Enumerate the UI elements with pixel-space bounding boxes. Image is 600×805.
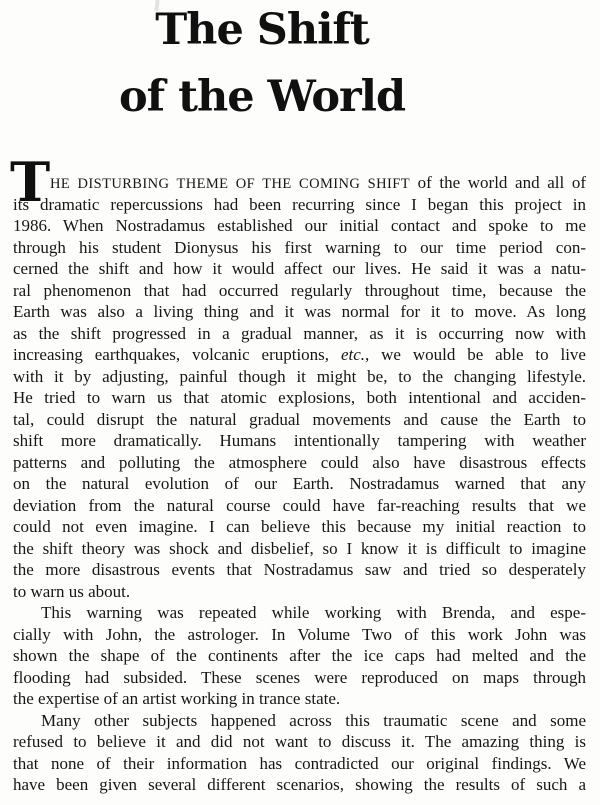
text-line: cially with John, the astrologer. In Volume Two of this work John was	[13, 624, 586, 644]
text-line: have been given several different scenarios, showing the results of such a	[13, 775, 586, 794]
text-line: flooding had subsided. These scenes were reproduced on maps through	[13, 667, 586, 687]
text-line: refused to believe it and did not want to discuss it. The amazing thing is	[13, 732, 586, 751]
text-line: through his student Dionysus his first warning to our time period con-	[13, 237, 586, 257]
text-line: patterns and polluting the atmosphere could also have disastrous effects	[13, 452, 586, 472]
text-line: as the shift progressed in a gradual manner, as it is occurring now with	[13, 323, 586, 343]
text-line	[13, 172, 586, 194]
text-line: on the natural evolution of our Earth. Nostradamus warned that any	[13, 474, 586, 493]
text-line: shown the shape of the continents after the ice caps had melted and the	[13, 646, 586, 665]
lead-in-rest: of the world and all of	[409, 173, 587, 192]
text-line	[13, 344, 586, 366]
text-line: Many other subjects happened across this traumatic scene and some	[41, 710, 586, 730]
text-line: shift more dramatically. Humans intentionally tampering with weather	[13, 431, 586, 450]
text-line: that none of their information has contradicted our original findings. We	[13, 753, 586, 773]
etc-post: , we would be able to live	[365, 345, 586, 364]
text-line: the expertise of an artist working in trance state.	[13, 689, 341, 708]
page-title-line-2: of the World	[118, 72, 406, 122]
text-line: ral phenomenon that had occurred regularly throughout time, because the	[13, 280, 586, 300]
text-line: could not even imagine. I can believe this because my initial reaction to	[13, 517, 586, 536]
text-line: the more disastrous events that Nostradamus saw and tried so desperately	[13, 560, 586, 579]
page-title-line-1: The Shift	[155, 5, 369, 55]
drop-cap-letter: T	[10, 150, 51, 214]
text-line: with it by adjusting, painful though it might be, to the changing lifestyle.	[13, 366, 586, 386]
text-line: the shift theory was shock and disbelief, so I know it is difficult to imagine	[13, 538, 586, 558]
text-line: He tried to warn us that atomic explosions, both intentional and acciden-	[13, 388, 586, 407]
text-line: to warn us about.	[13, 581, 131, 601]
page-title	[0, 6, 524, 122]
text-line: cerned the shift and how it would affect our lives. He said it was a natu-	[13, 259, 586, 278]
body-text	[13, 172, 586, 796]
etc-italic: etc.	[340, 345, 366, 364]
text-line: Earth was also a living thing and it was normal for it to move. As long	[13, 302, 586, 321]
text-line: 1986. When Nostradamus established our initial contact and spoke to me	[13, 216, 586, 235]
text-line: deviation from the natural course could have far-reaching results that we	[13, 495, 586, 515]
text-line: tal, could disrupt the natural gradual movements and cause the Earth to	[13, 409, 586, 429]
etc-pre: increasing earthquakes, volcanic eruptions,	[13, 345, 341, 364]
text-line: its dramatic repercussions had been recurring since I began this project in	[13, 194, 586, 214]
lead-in-caps: HE DISTURBING THEME OF THE COMING SHIFT	[50, 176, 410, 192]
text-line: This warning was repeated while working with Brenda, and espe-	[41, 603, 586, 622]
